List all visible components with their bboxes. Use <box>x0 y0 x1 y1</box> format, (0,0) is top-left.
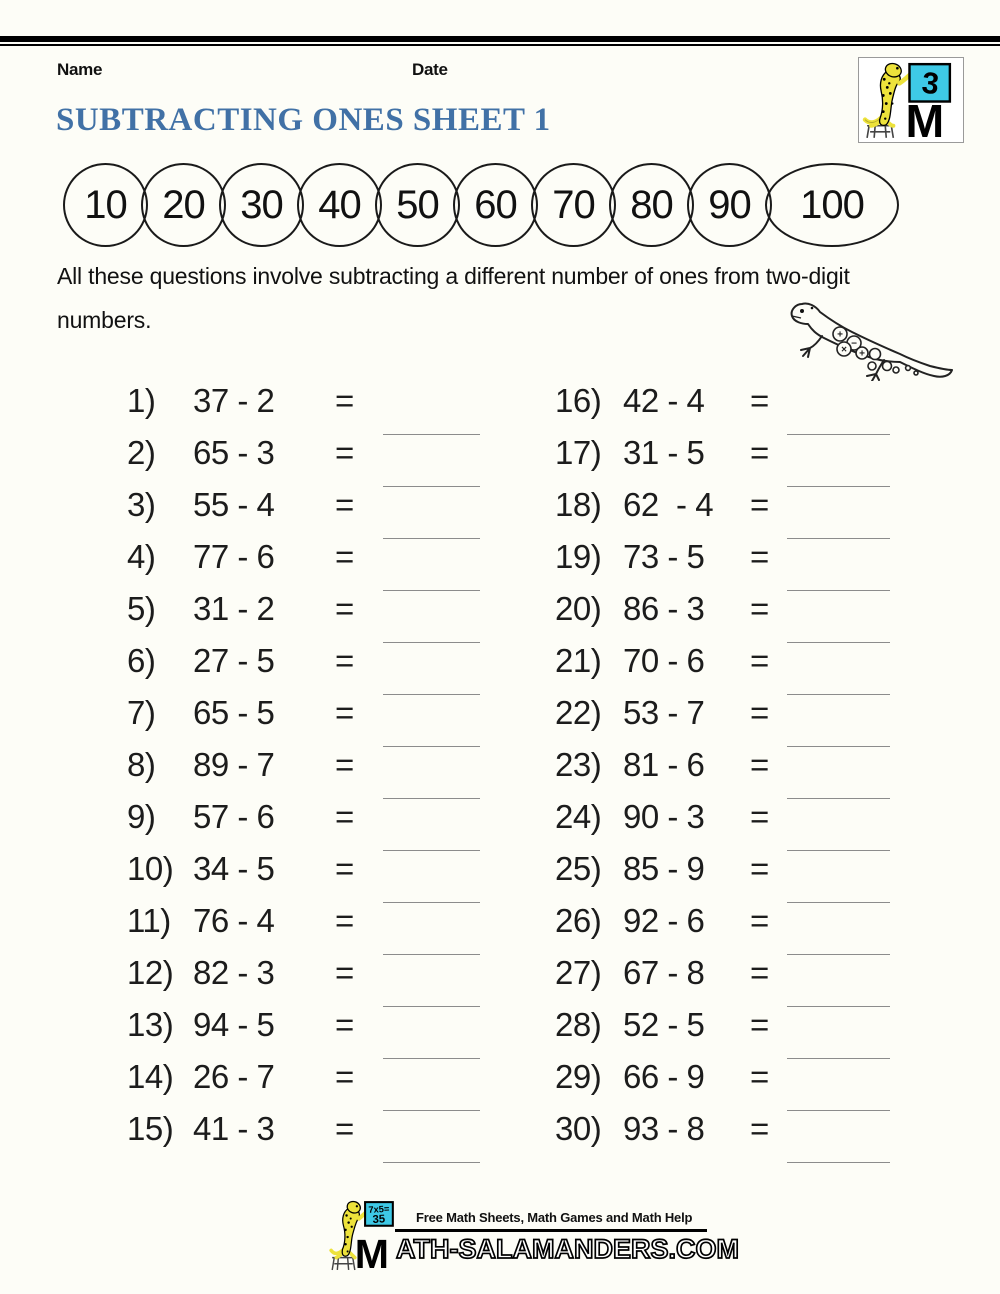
answer-line <box>787 538 890 539</box>
problem-row <box>555 635 787 687</box>
problem-expression: 93 - 8 <box>623 1110 705 1147</box>
answer-line <box>383 538 480 539</box>
answer-line <box>383 1006 480 1007</box>
equals-sign: = <box>750 434 769 471</box>
number-oval <box>375 163 460 247</box>
answer-line <box>383 798 480 799</box>
answer-line <box>787 1162 890 1163</box>
equals-sign: = <box>335 850 354 887</box>
logo-box <box>858 57 964 143</box>
problem-row <box>555 947 787 999</box>
equals-sign: = <box>750 382 769 419</box>
answer-line <box>383 954 480 955</box>
answer-line <box>383 1058 480 1059</box>
problem-expression: 70 - 6 <box>623 642 705 679</box>
problem-row <box>127 479 383 531</box>
problem-number: 30) <box>555 1110 602 1147</box>
problem-number: 20) <box>555 590 602 627</box>
logo-salamander-icon <box>859 58 963 142</box>
problem-expression: 57 - 6 <box>193 798 275 835</box>
problem-expression: 67 - 8 <box>623 954 705 991</box>
problem-number: 9) <box>127 798 156 835</box>
footer-board-line1: 7x5= <box>368 1203 390 1215</box>
oval-number: 10 <box>84 182 127 227</box>
instructions-line-2: numbers. <box>57 307 152 333</box>
problem-number: 5) <box>127 590 156 627</box>
oval-number: 80 <box>630 182 673 227</box>
footer-site-text: ATH-SALAMANDERS.COM <box>396 1234 739 1264</box>
number-oval <box>765 163 899 247</box>
problem-number: 22) <box>555 694 602 731</box>
problem-expression: 65 - 3 <box>193 434 275 471</box>
problem-row <box>127 947 383 999</box>
problem-expression: 66 - 9 <box>623 1058 705 1095</box>
answer-line <box>383 902 480 903</box>
problem-expression: 65 - 5 <box>193 694 275 731</box>
equals-sign: = <box>335 954 354 991</box>
problem-number: 15) <box>127 1110 174 1147</box>
problem-number: 26) <box>555 902 602 939</box>
problem-number: 14) <box>127 1058 174 1095</box>
problem-number: 27) <box>555 954 602 991</box>
equals-sign: = <box>750 954 769 991</box>
problem-row <box>127 687 383 739</box>
problem-expression: 53 - 7 <box>623 694 705 731</box>
answer-line <box>787 486 890 487</box>
problem-expression: 92 - 6 <box>623 902 705 939</box>
problem-expression: 34 - 5 <box>193 850 275 887</box>
footer-m-letter: M <box>354 1230 390 1272</box>
equals-sign: = <box>335 538 354 575</box>
number-oval <box>531 163 616 247</box>
answer-line <box>787 642 890 643</box>
problem-number: 6) <box>127 642 156 679</box>
date-label: Date <box>412 60 448 79</box>
problem-row <box>127 635 383 687</box>
answer-line <box>787 954 890 955</box>
equals-sign: = <box>335 486 354 523</box>
problem-expression: 77 - 6 <box>193 538 275 575</box>
problem-number: 4) <box>127 538 156 575</box>
footer <box>328 1198 739 1278</box>
number-oval <box>141 163 226 247</box>
gecko-spot-symbol: × <box>841 344 847 356</box>
answer-line <box>787 1006 890 1007</box>
logo-m-letter: M <box>905 94 945 142</box>
gecko-icon <box>788 296 958 381</box>
equals-sign: = <box>750 1110 769 1147</box>
problem-row <box>127 531 383 583</box>
problem-expression: 82 - 3 <box>193 954 275 991</box>
instructions <box>57 254 850 342</box>
problem-expression: 42 - 4 <box>623 382 705 419</box>
equals-sign: = <box>335 434 354 471</box>
problem-row <box>555 791 787 843</box>
equals-sign: = <box>750 746 769 783</box>
problem-expression: 62 - 4 <box>623 486 714 523</box>
problem-expression: 85 - 9 <box>623 850 705 887</box>
equals-sign: = <box>750 1058 769 1095</box>
problem-expression: 76 - 4 <box>193 902 275 939</box>
equals-sign: = <box>750 538 769 575</box>
problem-number: 16) <box>555 382 602 419</box>
problem-expression: 86 - 3 <box>623 590 705 627</box>
number-oval <box>687 163 772 247</box>
answer-line <box>787 1058 890 1059</box>
problem-row <box>127 895 383 947</box>
equals-sign: = <box>335 798 354 835</box>
equals-sign: = <box>750 642 769 679</box>
problem-row <box>555 739 787 791</box>
answer-line <box>383 642 480 643</box>
problem-row <box>555 999 787 1051</box>
answer-line <box>787 746 890 747</box>
number-oval <box>219 163 304 247</box>
problem-expression: 37 - 2 <box>193 382 275 419</box>
problem-row <box>127 1051 383 1103</box>
answer-line <box>383 746 480 747</box>
problem-row <box>555 583 787 635</box>
problem-number: 29) <box>555 1058 602 1095</box>
number-oval <box>453 163 538 247</box>
problem-row <box>555 1051 787 1103</box>
problems-left-column <box>127 375 383 1155</box>
answer-line <box>787 850 890 851</box>
problem-expression: 52 - 5 <box>623 1006 705 1043</box>
equals-sign: = <box>750 486 769 523</box>
equals-sign: = <box>335 694 354 731</box>
name-label: Name <box>57 60 103 79</box>
equals-sign: = <box>335 902 354 939</box>
problem-row <box>127 999 383 1051</box>
problem-number: 2) <box>127 434 156 471</box>
page-title: SUBTRACTING ONES SHEET 1 <box>56 102 551 138</box>
equals-sign: = <box>335 1110 354 1147</box>
equals-sign: = <box>335 642 354 679</box>
problem-expression: 27 - 5 <box>193 642 275 679</box>
equals-sign: = <box>335 1058 354 1095</box>
problem-number: 19) <box>555 538 602 575</box>
equals-sign: = <box>750 1006 769 1043</box>
problem-number: 11) <box>127 902 171 939</box>
problem-expression: 55 - 4 <box>193 486 275 523</box>
problem-row <box>127 843 383 895</box>
equals-sign: = <box>750 694 769 731</box>
problem-expression: 89 - 7 <box>193 746 275 783</box>
answer-line <box>383 590 480 591</box>
equals-sign: = <box>750 590 769 627</box>
problem-expression: 26 - 7 <box>193 1058 275 1095</box>
answer-line <box>383 1162 480 1163</box>
problems-right-column <box>555 375 787 1155</box>
problem-number: 23) <box>555 746 602 783</box>
problem-number: 12) <box>127 954 174 991</box>
top-double-rule <box>0 36 1000 46</box>
equals-sign: = <box>335 746 354 783</box>
problem-row <box>127 375 383 427</box>
equals-sign: = <box>335 1006 354 1043</box>
gecko-spot-symbol: − <box>851 338 857 350</box>
problem-number: 10) <box>127 850 174 887</box>
problem-row <box>555 375 787 427</box>
problem-row <box>127 427 383 479</box>
problem-number: 18) <box>555 486 602 523</box>
problem-expression: 90 - 3 <box>623 798 705 835</box>
answer-line <box>787 434 890 435</box>
equals-sign: = <box>750 850 769 887</box>
problem-row <box>127 1103 383 1155</box>
problem-number: 24) <box>555 798 602 835</box>
problem-number: 3) <box>127 486 156 523</box>
problem-number: 17) <box>555 434 602 471</box>
problem-row <box>555 427 787 479</box>
problem-number: 25) <box>555 850 602 887</box>
problem-row <box>555 843 787 895</box>
problem-expression: 31 - 5 <box>623 434 705 471</box>
footer-rule <box>395 1229 707 1232</box>
gecko-spot-symbol: + <box>837 329 843 341</box>
problem-number: 7) <box>127 694 156 731</box>
answer-line <box>787 798 890 799</box>
answer-line <box>383 1110 480 1111</box>
oval-number: 100 <box>800 182 864 227</box>
problem-number: 21) <box>555 642 602 679</box>
instructions-line-1: All these questions involve subtracting a different number of ones from two-digit <box>57 263 850 289</box>
problem-expression: 31 - 2 <box>193 590 275 627</box>
logo-badge-number: 3 <box>920 66 941 102</box>
problem-row <box>555 895 787 947</box>
number-oval <box>609 163 694 247</box>
oval-number: 60 <box>474 182 517 227</box>
problem-expression: 81 - 6 <box>623 746 705 783</box>
problem-expression: 73 - 5 <box>623 538 705 575</box>
problem-number: 1) <box>127 382 156 419</box>
problem-row <box>555 531 787 583</box>
problem-number: 13) <box>127 1006 174 1043</box>
number-oval <box>297 163 382 247</box>
equals-sign: = <box>335 590 354 627</box>
equals-sign: = <box>750 902 769 939</box>
answer-line <box>787 902 890 903</box>
answer-line <box>383 694 480 695</box>
answer-line <box>787 1110 890 1111</box>
answer-line <box>383 850 480 851</box>
problem-row <box>127 739 383 791</box>
oval-number: 40 <box>318 182 361 227</box>
number-oval <box>63 163 148 247</box>
equals-sign: = <box>750 798 769 835</box>
problem-row <box>127 791 383 843</box>
footer-board-line2: 35 <box>372 1213 386 1226</box>
oval-number: 50 <box>396 182 439 227</box>
equals-sign: = <box>335 382 354 419</box>
problem-row <box>555 1103 787 1155</box>
gecko-spot-symbol: + <box>859 348 865 360</box>
oval-number: 30 <box>240 182 283 227</box>
problem-row <box>127 583 383 635</box>
oval-number: 70 <box>552 182 595 227</box>
answer-line <box>787 694 890 695</box>
problem-row <box>555 479 787 531</box>
problem-row <box>555 687 787 739</box>
footer-salamander-icon <box>328 1198 396 1272</box>
problem-expression: 94 - 5 <box>193 1006 275 1043</box>
oval-number: 90 <box>708 182 751 227</box>
answer-line <box>383 434 480 435</box>
problem-number: 28) <box>555 1006 602 1043</box>
answer-line <box>787 590 890 591</box>
footer-tagline: Free Math Sheets, Math Games and Math Help <box>416 1210 693 1225</box>
problem-expression: 41 - 3 <box>193 1110 275 1147</box>
answer-line <box>383 486 480 487</box>
number-track <box>63 163 899 247</box>
oval-number: 20 <box>162 182 205 227</box>
problem-number: 8) <box>127 746 156 783</box>
